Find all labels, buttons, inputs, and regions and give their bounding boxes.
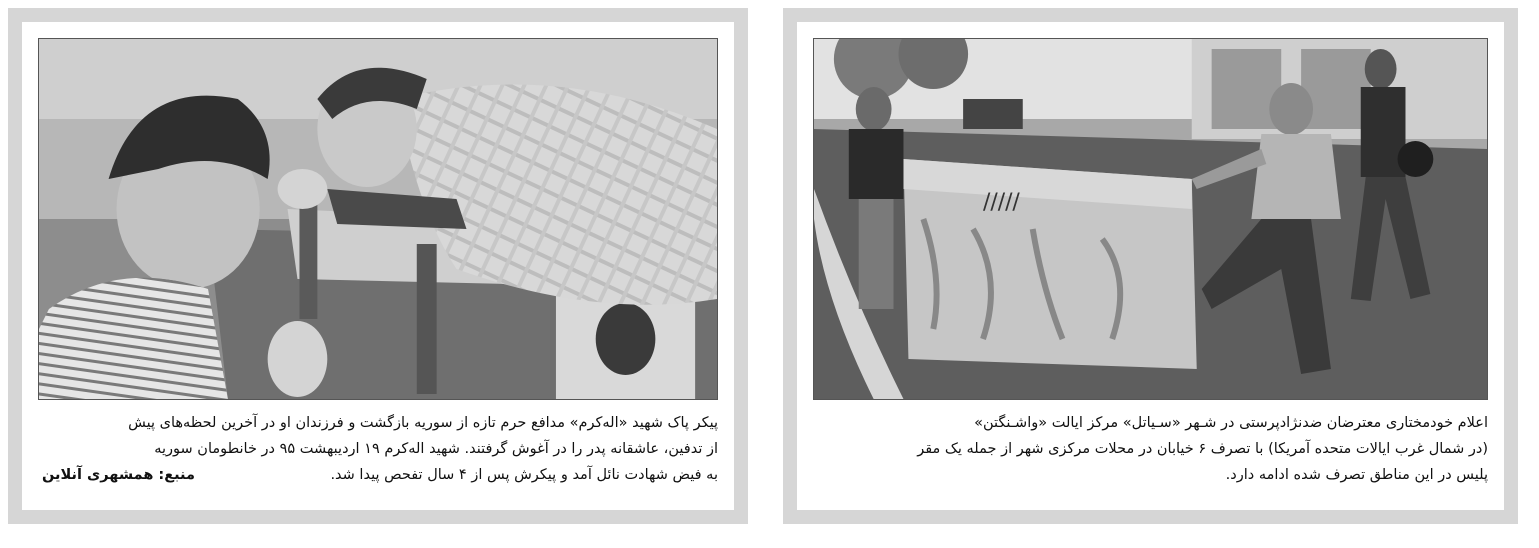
right-caption <box>813 410 1488 488</box>
caption-line-text: به فیض شهادت نائل آمد و پیکرش پس از ۴ سال تفحص پیدا شد. <box>330 467 718 483</box>
left-news-panel <box>8 8 748 524</box>
left-news-card <box>22 22 734 510</box>
source-credit: منبع: همشهری آنلاین <box>42 467 195 483</box>
caption-line: (در شمال غرب ایالات متحده آمریکا) با تصرف ۶ خیابان در محلات مرکزی شهر از جمله یک مقر <box>917 441 1488 457</box>
caption-line: پیکر پاک شهید «اله‌کرم» مدافع حرم تازه از سوریه بازگشت و فرزندان او در آخرین لحظه‌های پیش <box>128 415 718 431</box>
svg-text://///: ///// <box>982 189 1020 216</box>
right-photo <box>813 38 1488 400</box>
left-caption <box>38 410 718 488</box>
left-photo <box>38 38 718 400</box>
caption-line-last <box>38 462 718 488</box>
right-news-panel <box>783 8 1518 524</box>
caption-line: اعلام خودمختاری معترضان ضدنژادپرستی در شـهر «سـیاتل» مرکز ایالت «واشـنگتن» <box>974 415 1488 431</box>
protesters-barrier-photo <box>814 39 1487 399</box>
right-news-card <box>797 22 1504 510</box>
children-with-coffin-photo <box>39 39 717 399</box>
caption-line: از تدفین، عاشقانه پدر را در آغوش گرفتند. شهید اله‌کرم ۱۹ اردیبهشت ۹۵ در خانطومان سوریه <box>154 441 718 457</box>
caption-line: پلیس در این مناطق تصرف شده ادامه دارد. <box>1225 467 1488 483</box>
